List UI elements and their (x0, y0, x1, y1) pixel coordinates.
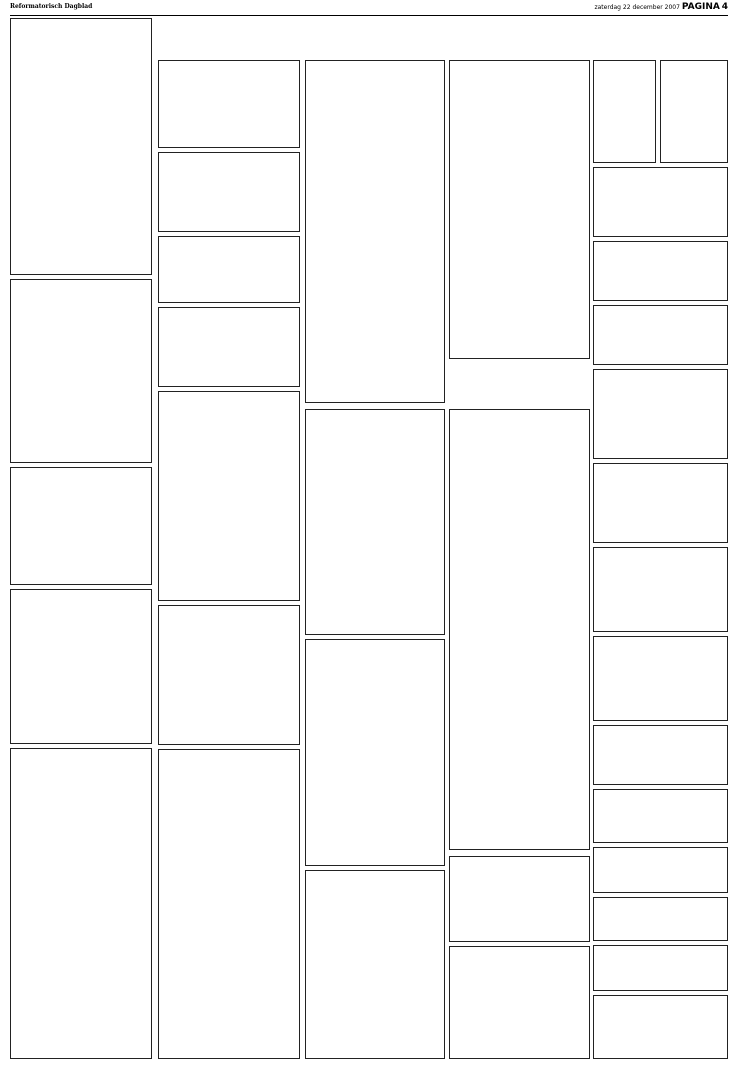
notice (449, 409, 590, 850)
notice (593, 945, 728, 991)
notice (158, 236, 300, 303)
notice (593, 547, 728, 632)
notice (305, 409, 445, 635)
notice (305, 870, 445, 1059)
page-header (10, 3, 728, 16)
notice (593, 995, 728, 1059)
notice (593, 60, 656, 163)
notice (158, 60, 300, 148)
page-word: PAGINA (681, 2, 720, 12)
notice (593, 305, 728, 365)
notice (593, 167, 728, 237)
notice (593, 369, 728, 459)
notice (593, 789, 728, 843)
notice (593, 897, 728, 941)
notice (449, 946, 590, 1059)
notice (449, 60, 590, 359)
notice (449, 856, 590, 942)
notice (158, 749, 300, 1059)
notice (593, 725, 728, 785)
notice (593, 463, 728, 543)
notice (593, 636, 728, 721)
notice (305, 60, 445, 403)
notice (593, 847, 728, 893)
notice (158, 391, 300, 601)
notice (10, 18, 152, 275)
notice (158, 307, 300, 387)
newspaper-name: Reformatorisch Dagblad (10, 3, 93, 10)
notice (158, 152, 300, 232)
notice (10, 279, 152, 463)
notice (593, 241, 728, 301)
notice (660, 60, 728, 163)
notice (305, 639, 445, 866)
page-info (594, 2, 728, 12)
notice (10, 748, 152, 1059)
notice (10, 467, 152, 585)
notice (10, 589, 152, 744)
notice (158, 605, 300, 745)
page-number: 4 (721, 2, 728, 12)
page-date: zaterdag 22 december 2007 (594, 4, 680, 11)
